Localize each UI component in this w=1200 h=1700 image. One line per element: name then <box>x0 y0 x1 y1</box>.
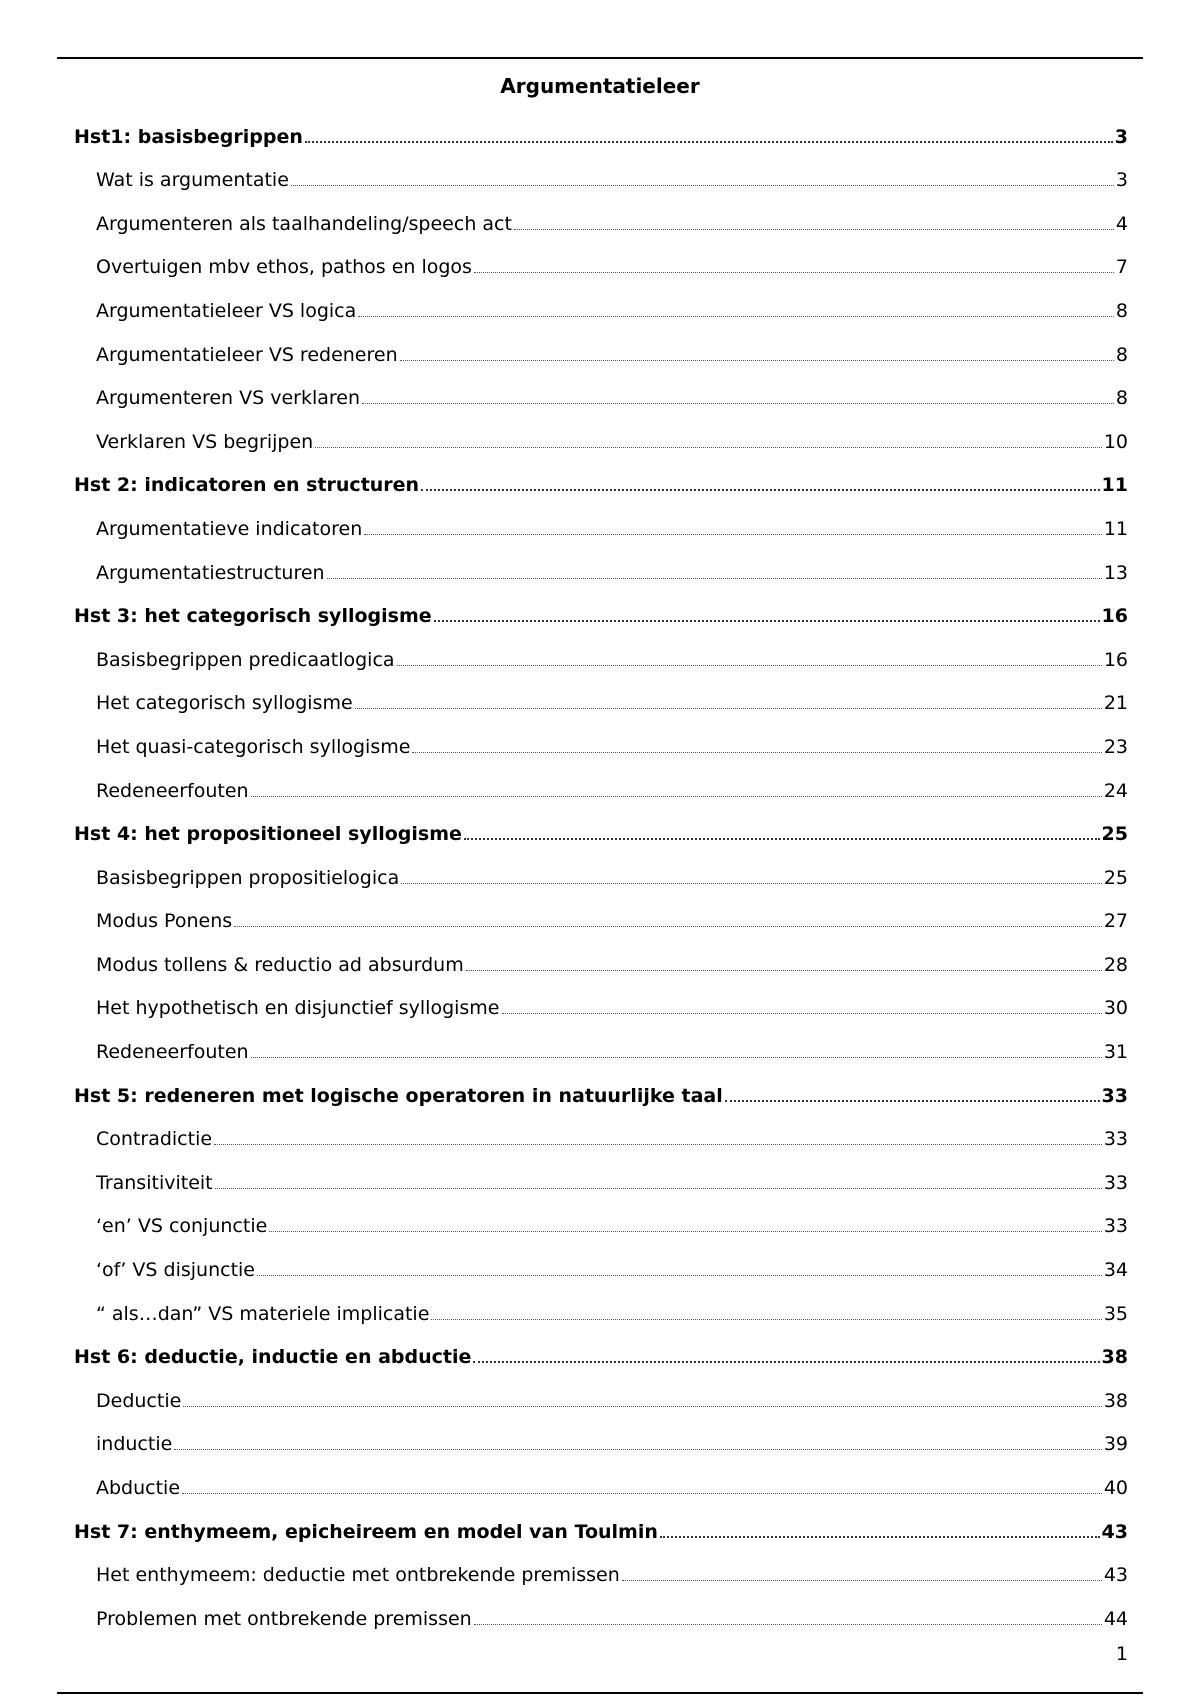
toc-entry-page: 31 <box>1103 1041 1128 1064</box>
dot-leader <box>251 796 1102 797</box>
toc-entry-page: 38 <box>1103 1389 1128 1412</box>
toc-entry-label: Problemen met ontbrekende premissen <box>96 1607 472 1630</box>
toc-entry-page: 33 <box>1103 1128 1128 1151</box>
toc-entry-label: ‘en’ VS conjunctie <box>96 1215 268 1238</box>
toc-section-entry[interactable] <box>74 374 1128 418</box>
toc-entry-label: Hst 3: het categorisch syllogisme <box>74 605 432 628</box>
toc-entry-label: Redeneerfouten <box>96 1041 249 1064</box>
toc-entry-label: Deductie <box>96 1389 182 1412</box>
dot-leader <box>362 403 1114 404</box>
toc-entry-page: 34 <box>1103 1259 1128 1282</box>
dot-leader <box>257 1275 1102 1276</box>
toc-section-entry[interactable] <box>74 1158 1128 1202</box>
toc-entry-page: 35 <box>1103 1302 1128 1325</box>
toc-entry-page: 11 <box>1103 517 1128 540</box>
toc-section-entry[interactable] <box>74 156 1128 200</box>
toc-entry-label: Basisbegrippen predicaatlogica <box>96 648 395 671</box>
toc-entry-label: Modus tollens & reductio ad absurdum <box>96 953 464 976</box>
toc-entry-label: Argumentatieleer VS redeneren <box>96 343 398 366</box>
toc-chapter-entry[interactable] <box>74 1333 1128 1377</box>
dot-leader <box>502 1013 1102 1014</box>
toc-section-entry[interactable] <box>74 853 1128 897</box>
toc-entry-label: Het categorisch syllogisme <box>96 692 353 715</box>
toc-entry-label: Transitiviteit <box>96 1171 213 1194</box>
toc-entry-page: 10 <box>1103 430 1128 453</box>
toc-section-entry[interactable] <box>74 330 1128 374</box>
toc-entry-page: 3 <box>1114 125 1128 148</box>
dot-leader <box>234 926 1102 927</box>
toc-entry-label: Argumenteren als taalhandeling/speech act <box>96 212 512 235</box>
bottom-rule <box>57 1692 1143 1694</box>
toc-section-entry[interactable] <box>74 984 1128 1028</box>
toc-entry-page: 11 <box>1101 474 1128 497</box>
dot-leader <box>182 1493 1102 1494</box>
toc-entry-label: Wat is argumentatie <box>96 169 289 192</box>
dot-leader <box>474 272 1114 273</box>
toc-entry-page: 16 <box>1101 605 1128 628</box>
toc-entry-label: Hst 6: deductie, inductie en abductie <box>74 1346 472 1369</box>
dot-leader <box>401 883 1102 884</box>
dot-leader <box>305 141 1113 143</box>
toc-section-entry[interactable] <box>74 504 1128 548</box>
toc-entry-label: Basisbegrippen propositielogica <box>96 866 400 889</box>
dot-leader <box>269 1231 1102 1232</box>
dot-leader <box>466 970 1102 971</box>
dot-leader <box>251 1057 1102 1058</box>
dot-leader <box>474 1624 1102 1625</box>
toc-entry-label: Verklaren VS begrijpen <box>96 430 314 453</box>
toc-entry-label: Het quasi-categorisch syllogisme <box>96 735 411 758</box>
toc-entry-page: 43 <box>1101 1520 1128 1543</box>
toc-entry-page: 16 <box>1103 648 1128 671</box>
toc-entry-page: 3 <box>1115 169 1128 192</box>
toc-entry-label: Argumentatieve indicatoren <box>96 517 363 540</box>
toc-section-entry[interactable] <box>74 635 1128 679</box>
toc-entry-page: 44 <box>1103 1607 1128 1630</box>
toc-entry-page: 25 <box>1101 823 1128 846</box>
toc-entry-label: ‘of’ VS disjunctie <box>96 1259 255 1282</box>
toc-chapter-entry[interactable] <box>74 112 1128 156</box>
top-rule <box>57 57 1143 59</box>
toc-section-entry[interactable] <box>74 679 1128 723</box>
toc-entry-page: 25 <box>1103 866 1128 889</box>
toc-entry-label: inductie <box>96 1433 173 1456</box>
toc-entry-page: 8 <box>1115 299 1128 322</box>
toc-section-entry[interactable] <box>74 1202 1128 1246</box>
toc-entry-label: Overtuigen mbv ethos, pathos en logos <box>96 256 472 279</box>
toc-entry-label: Hst1: basisbegrippen <box>74 125 303 148</box>
toc-entry-page: 27 <box>1103 910 1128 933</box>
dot-leader <box>400 360 1114 361</box>
dot-leader <box>183 1406 1102 1407</box>
toc-section-entry[interactable] <box>74 940 1128 984</box>
toc-section-entry[interactable] <box>74 417 1128 461</box>
dot-leader <box>725 1100 1100 1102</box>
toc-chapter-entry[interactable] <box>74 461 1128 505</box>
toc-section-entry[interactable] <box>74 1420 1128 1464</box>
toc-entry-label: Het enthymeem: deductie met ontbrekende premissen <box>96 1564 620 1587</box>
toc-entry-page: 33 <box>1101 1084 1128 1107</box>
dot-leader <box>421 489 1099 491</box>
toc-section-entry[interactable] <box>74 1551 1128 1595</box>
toc-section-entry[interactable] <box>74 722 1128 766</box>
toc-section-entry[interactable] <box>74 1115 1128 1159</box>
toc-section-entry[interactable] <box>74 766 1128 810</box>
toc-entry-label: Abductie <box>96 1477 181 1499</box>
toc-entry-page: 39 <box>1103 1433 1128 1456</box>
toc-section-entry[interactable] <box>74 286 1128 330</box>
toc-entry-label: “ als…dan” VS materiele implicatie <box>96 1302 430 1325</box>
toc-section-entry[interactable] <box>74 1594 1128 1638</box>
toc-chapter-entry[interactable] <box>74 1507 1128 1551</box>
toc-entry-label: Argumenteren VS verklaren <box>96 387 361 410</box>
toc-entry-page: 28 <box>1103 953 1128 976</box>
dot-leader <box>464 838 1100 840</box>
dot-leader <box>622 1580 1102 1581</box>
toc-entry-page: 7 <box>1115 256 1128 279</box>
toc-entry-page: 13 <box>1103 561 1128 584</box>
toc-section-entry[interactable] <box>74 1245 1128 1289</box>
toc-entry-label: Argumentatieleer VS logica <box>96 299 357 322</box>
toc-entry-label: Hst 5: redeneren met logische operatoren in natuurlijke taal <box>74 1084 723 1107</box>
toc-entry-label: Hst 2: indicatoren en structuren <box>74 474 420 497</box>
toc-entry-label: Hst 4: het propositioneel syllogisme <box>74 823 462 846</box>
toc-chapter-entry[interactable] <box>74 810 1128 854</box>
toc-entry-page: 43 <box>1103 1564 1128 1587</box>
dot-leader <box>214 1144 1102 1145</box>
dot-leader <box>355 708 1102 709</box>
toc-entry-label: Redeneerfouten <box>96 779 249 802</box>
dot-leader <box>434 620 1100 622</box>
toc-section-entry[interactable] <box>74 1027 1128 1071</box>
dot-leader <box>660 1536 1100 1538</box>
toc-section-entry[interactable] <box>74 897 1128 941</box>
toc-entry-page: 33 <box>1103 1171 1128 1194</box>
document-title: Argumentatieleer <box>500 74 700 98</box>
dot-leader <box>514 229 1114 230</box>
dot-leader <box>215 1188 1102 1189</box>
toc-section-entry[interactable] <box>74 199 1128 243</box>
toc-entry-page: 21 <box>1103 692 1128 715</box>
toc-section-entry[interactable] <box>74 243 1128 287</box>
dot-leader <box>473 1361 1099 1363</box>
toc-entry-page: 24 <box>1103 779 1128 802</box>
toc-section-entry[interactable] <box>74 1376 1128 1420</box>
toc-entry-page: 33 <box>1103 1215 1128 1238</box>
dot-leader <box>327 578 1102 579</box>
toc-section-entry[interactable] <box>74 1463 1128 1507</box>
toc-section-entry[interactable] <box>74 1289 1128 1333</box>
toc-entry-page: 40 <box>1103 1477 1128 1499</box>
page-number: 1 <box>1115 1643 1128 1665</box>
toc-section-entry[interactable] <box>74 548 1128 592</box>
dot-leader <box>315 447 1102 448</box>
toc-entry-label: Argumentatiestructuren <box>96 561 325 584</box>
dot-leader <box>291 185 1114 186</box>
dot-leader <box>431 1319 1101 1320</box>
toc-entry-label: Hst 7: enthymeem, epicheireem en model van Toulmin <box>74 1520 658 1543</box>
toc-entry-label: Contradictie <box>96 1128 213 1151</box>
toc-entry-page: 23 <box>1103 735 1128 758</box>
toc-entry-label: Modus Ponens <box>96 910 233 933</box>
dot-leader <box>397 665 1102 666</box>
toc-chapter-entry[interactable] <box>74 1071 1128 1115</box>
toc-entry-page: 4 <box>1115 212 1128 235</box>
dot-leader <box>174 1449 1102 1450</box>
dot-leader <box>364 534 1102 535</box>
dot-leader <box>358 316 1114 317</box>
toc-entry-page: 30 <box>1103 997 1128 1020</box>
toc-entry-page: 8 <box>1115 343 1128 366</box>
toc-chapter-entry[interactable] <box>74 592 1128 636</box>
toc-entry-page: 8 <box>1115 387 1128 410</box>
toc-entry-page: 38 <box>1101 1346 1128 1369</box>
toc-entry-label: Het hypothetisch en disjunctief syllogisme <box>96 997 500 1020</box>
dot-leader <box>412 752 1101 753</box>
table-of-contents <box>74 112 1128 1638</box>
